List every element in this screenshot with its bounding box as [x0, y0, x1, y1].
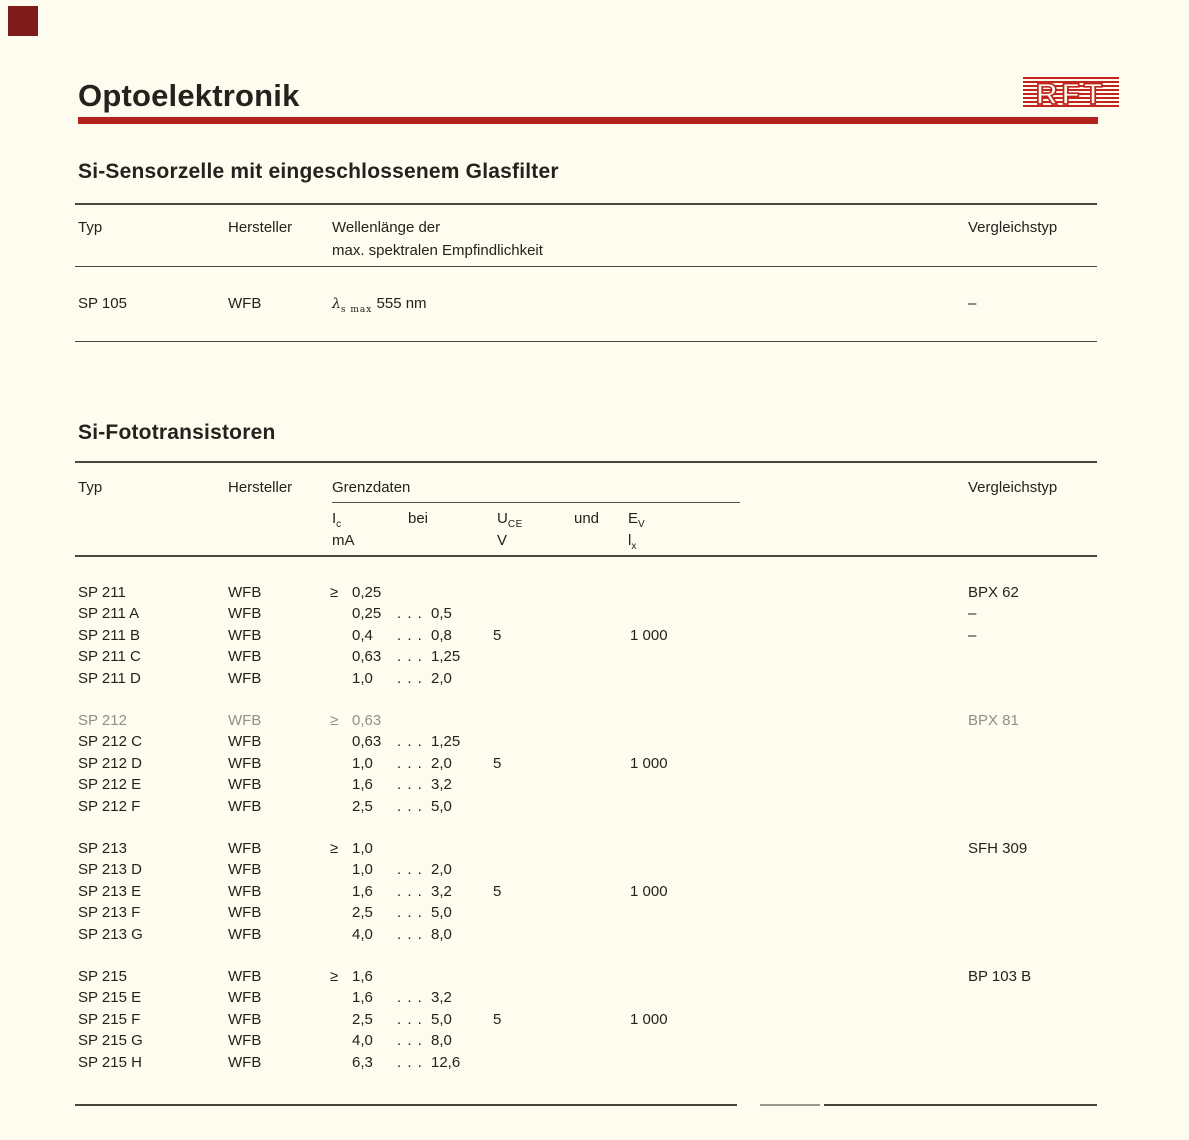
- cell-ge: ≥: [330, 712, 339, 729]
- foto-unit-ma: mA: [332, 532, 355, 549]
- cell-typ: SP 213 D: [78, 861, 142, 879]
- section-sensor-heading: Si-Sensorzelle mit eingeschlossenem Glasfilter: [78, 160, 559, 183]
- cell-ic-max: 5,0: [431, 797, 452, 815]
- cell-ic-min: 1,6: [352, 968, 373, 985]
- cell-hersteller: WFB: [228, 1010, 262, 1028]
- sensor-col-wellenlaenge-1: Wellenlänge der: [332, 219, 441, 236]
- page-bottom-rule-left: [75, 1104, 737, 1106]
- foto-col-uce: $U_{CE}$: [497, 510, 523, 530]
- cell-ic-dots: . . .: [397, 648, 423, 666]
- cell-ic-min: 0,25: [352, 584, 382, 601]
- table-row: [0, 968, 1189, 988]
- cell-vergleichstyp: BPX 81: [968, 712, 1019, 729]
- cell-ic-max: 3,2: [431, 882, 452, 900]
- cell-ic-min: 1,0: [352, 669, 373, 687]
- cell-hersteller: WFB: [228, 840, 262, 857]
- cell-ic-dots: . . .: [397, 776, 423, 794]
- cell-hersteller: WFB: [228, 712, 262, 729]
- cell-vergleichstyp: –: [968, 605, 977, 623]
- table-row: [0, 926, 1189, 946]
- cell-hersteller: WFB: [228, 989, 262, 1007]
- foto-unit-v: V: [497, 532, 508, 549]
- cell-ic-dots: . . .: [397, 861, 423, 879]
- cell-typ: SP 212 C: [78, 733, 142, 751]
- table-row: [0, 989, 1189, 1009]
- cell-ev: 1 000: [630, 1010, 668, 1028]
- cell-ic-dots: . . .: [397, 605, 423, 623]
- cell-ge: ≥: [330, 584, 339, 601]
- cell-ge: ≥: [330, 968, 339, 985]
- foto-col-grenzdaten: Grenzdaten: [332, 479, 411, 496]
- cell-typ: SP 213 G: [78, 925, 143, 943]
- cell-ic-min: 1,0: [352, 840, 373, 857]
- cell-typ: SP 105: [78, 295, 127, 312]
- cell-ic-max: 2,0: [431, 669, 452, 687]
- cell-ev: 1 000: [630, 626, 668, 644]
- cell-ic-dots: . . .: [397, 1032, 423, 1050]
- table-row: [0, 295, 1189, 315]
- foto-col-ic: $I_c$: [332, 510, 342, 530]
- table-row: [0, 1054, 1189, 1074]
- table-row: [0, 798, 1189, 818]
- table-row: [0, 883, 1189, 903]
- table-row: [0, 776, 1189, 796]
- section-foto-heading: Si-Fototransistoren: [78, 421, 276, 444]
- table-row: [0, 840, 1189, 860]
- cell-hersteller: WFB: [228, 669, 262, 687]
- cell-ic-min: 4,0: [352, 925, 373, 943]
- sensor-table-top-rule: [75, 203, 1097, 205]
- cell-typ: SP 213 F: [78, 904, 141, 922]
- cell-hersteller: WFB: [228, 648, 262, 666]
- cell-ic-min: 0,4: [352, 626, 373, 644]
- page-bottom-rule-mid: [760, 1104, 820, 1106]
- cell-hersteller: WFB: [228, 626, 262, 644]
- foto-header-rule: [75, 555, 1097, 557]
- cell-ic-max: 1,25: [431, 733, 461, 751]
- cell-typ: SP 215 F: [78, 1010, 141, 1028]
- cell-ic-min: 2,5: [352, 797, 373, 815]
- cell-ic-min: 0,63: [352, 648, 382, 666]
- cell-hersteller: WFB: [228, 904, 262, 922]
- cell-hersteller: WFB: [228, 968, 262, 985]
- cell-typ: SP 211 D: [78, 669, 141, 687]
- table-row: [0, 584, 1189, 604]
- cell-typ: SP 212: [78, 712, 127, 729]
- foto-col-typ: Typ: [78, 479, 103, 496]
- cell-hersteller: WFB: [228, 1032, 262, 1050]
- cell-ic-dots: . . .: [397, 904, 423, 922]
- cell-typ: SP 215 H: [78, 1053, 142, 1071]
- table-row: [0, 1011, 1189, 1031]
- cell-ic-max: 12,6: [431, 1053, 461, 1071]
- table-row: [0, 733, 1189, 753]
- cell-ic-dots: . . .: [397, 797, 423, 815]
- cell-typ: SP 213 E: [78, 882, 142, 900]
- sensor-col-vergleichstyp: Vergleichstyp: [968, 219, 1058, 236]
- foto-col-ev: $E_V$: [628, 510, 646, 530]
- cell-ic-min: 1,0: [352, 861, 373, 879]
- cell-ic-dots: . . .: [397, 626, 423, 644]
- cell-ic-dots: . . .: [397, 925, 423, 943]
- table-row: [0, 861, 1189, 881]
- cell-vergleichstyp: –: [968, 626, 977, 644]
- cell-uce: 5: [493, 882, 502, 900]
- cell-ic-min: 2,5: [352, 904, 373, 922]
- cell-vergleichstyp: BP 103 B: [968, 968, 1032, 985]
- cell-typ: SP 213: [78, 840, 127, 857]
- cell-uce: 5: [493, 754, 502, 772]
- table-row: [0, 627, 1189, 647]
- cell-ic-min: 4,0: [352, 1032, 373, 1050]
- cell-typ: SP 212 E: [78, 776, 142, 794]
- cell-ic-dots: . . .: [397, 882, 423, 900]
- cell-typ: SP 215: [78, 968, 127, 985]
- cell-ic-min: 0,63: [352, 712, 382, 729]
- table-row: [0, 1032, 1189, 1052]
- cell-ic-max: 0,8: [431, 626, 452, 644]
- grenzdaten-underline: [332, 502, 740, 503]
- cell-hersteller: WFB: [228, 1053, 262, 1071]
- cell-ic-min: 1,6: [352, 882, 373, 900]
- table-row: [0, 605, 1189, 625]
- cell-uce: 5: [493, 626, 502, 644]
- cell-ic-max: 2,0: [431, 861, 452, 879]
- cell-hersteller: WFB: [228, 584, 262, 601]
- cell-hersteller: WFB: [228, 733, 262, 751]
- cell-typ: SP 215 G: [78, 1032, 143, 1050]
- cell-ic-dots: . . .: [397, 1010, 423, 1028]
- cell-ic-max: 5,0: [431, 904, 452, 922]
- cell-typ: SP 211 C: [78, 648, 141, 666]
- cell-ge: ≥: [330, 840, 339, 857]
- corner-red-square: [8, 6, 38, 36]
- sensor-header-rule: [75, 266, 1097, 267]
- cell-uce: 5: [493, 1010, 502, 1028]
- cell-ev: 1 000: [630, 754, 668, 772]
- cell-ic-dots: . . .: [397, 733, 423, 751]
- svg-text:RFT: RFT: [1035, 78, 1106, 111]
- cell-hersteller: WFB: [228, 295, 262, 312]
- cell-ic-max: 1,25: [431, 648, 461, 666]
- title-red-rule: [78, 117, 1098, 124]
- cell-ic-max: 8,0: [431, 1032, 452, 1050]
- cell-ic-min: 1,6: [352, 989, 373, 1007]
- cell-typ: SP 212 F: [78, 797, 141, 815]
- cell-hersteller: WFB: [228, 605, 262, 623]
- page-bottom-rule-right: [824, 1104, 1097, 1106]
- cell-ic-dots: . . .: [397, 989, 423, 1007]
- foto-unit-lx: $l_x$: [628, 532, 637, 552]
- cell-ic-min: 0,63: [352, 733, 382, 751]
- cell-ic-dots: . . .: [397, 669, 423, 687]
- foto-table-top-rule: [75, 461, 1097, 463]
- cell-ic-min: 1,6: [352, 776, 373, 794]
- cell-typ: SP 211 A: [78, 605, 140, 623]
- sensor-col-typ: Typ: [78, 219, 103, 236]
- cell-ic-max: 2,0: [431, 754, 452, 772]
- foto-col-vergleichstyp: Vergleichstyp: [968, 479, 1058, 496]
- cell-vergleichstyp: BPX 62: [968, 584, 1019, 601]
- page-title: Optoelektronik: [78, 78, 300, 113]
- cell-ic-dots: . . .: [397, 1053, 423, 1071]
- foto-col-bei: bei: [408, 510, 429, 527]
- rft-logo-icon: [1023, 73, 1119, 113]
- cell-ic-min: 6,3: [352, 1053, 373, 1071]
- table-row: [0, 904, 1189, 924]
- cell-hersteller: WFB: [228, 925, 262, 943]
- cell-ic-max: 0,5: [431, 605, 452, 623]
- foto-col-und: und: [574, 510, 600, 527]
- cell-ev: 1 000: [630, 882, 668, 900]
- cell-hersteller: WFB: [228, 797, 262, 815]
- table-row: [0, 648, 1189, 668]
- sensor-col-wellenlaenge-2: max. spektralen Empfindlichkeit: [332, 242, 543, 259]
- cell-hersteller: WFB: [228, 882, 262, 900]
- cell-typ: SP 215 E: [78, 989, 142, 1007]
- table-row: [0, 755, 1189, 775]
- cell-ic-max: 8,0: [431, 925, 452, 943]
- cell-hersteller: WFB: [228, 861, 262, 879]
- cell-ic-max: 3,2: [431, 989, 452, 1007]
- table-row: [0, 670, 1189, 690]
- cell-ic-min: 1,0: [352, 754, 373, 772]
- cell-hersteller: WFB: [228, 776, 262, 794]
- cell-vergleichstyp: –: [968, 295, 977, 312]
- cell-vergleichstyp: SFH 309: [968, 840, 1028, 857]
- cell-typ: SP 211: [78, 584, 126, 601]
- cell-typ: SP 211 B: [78, 626, 140, 644]
- cell-ic-dots: . . .: [397, 754, 423, 772]
- cell-ic-min: 2,5: [352, 1010, 373, 1028]
- table-row: [0, 712, 1189, 732]
- foto-col-hersteller: Hersteller: [228, 479, 293, 496]
- cell-wellenlaenge: $\lambda_{s max}$ 555 nm: [332, 295, 427, 315]
- cell-ic-max: 5,0: [431, 1010, 452, 1028]
- cell-ic-max: 3,2: [431, 776, 452, 794]
- cell-ic-min: 0,25: [352, 605, 382, 623]
- cell-hersteller: WFB: [228, 754, 262, 772]
- sensor-col-hersteller: Hersteller: [228, 219, 293, 236]
- cell-typ: SP 212 D: [78, 754, 142, 772]
- sensor-table-bottom-rule: [75, 341, 1097, 342]
